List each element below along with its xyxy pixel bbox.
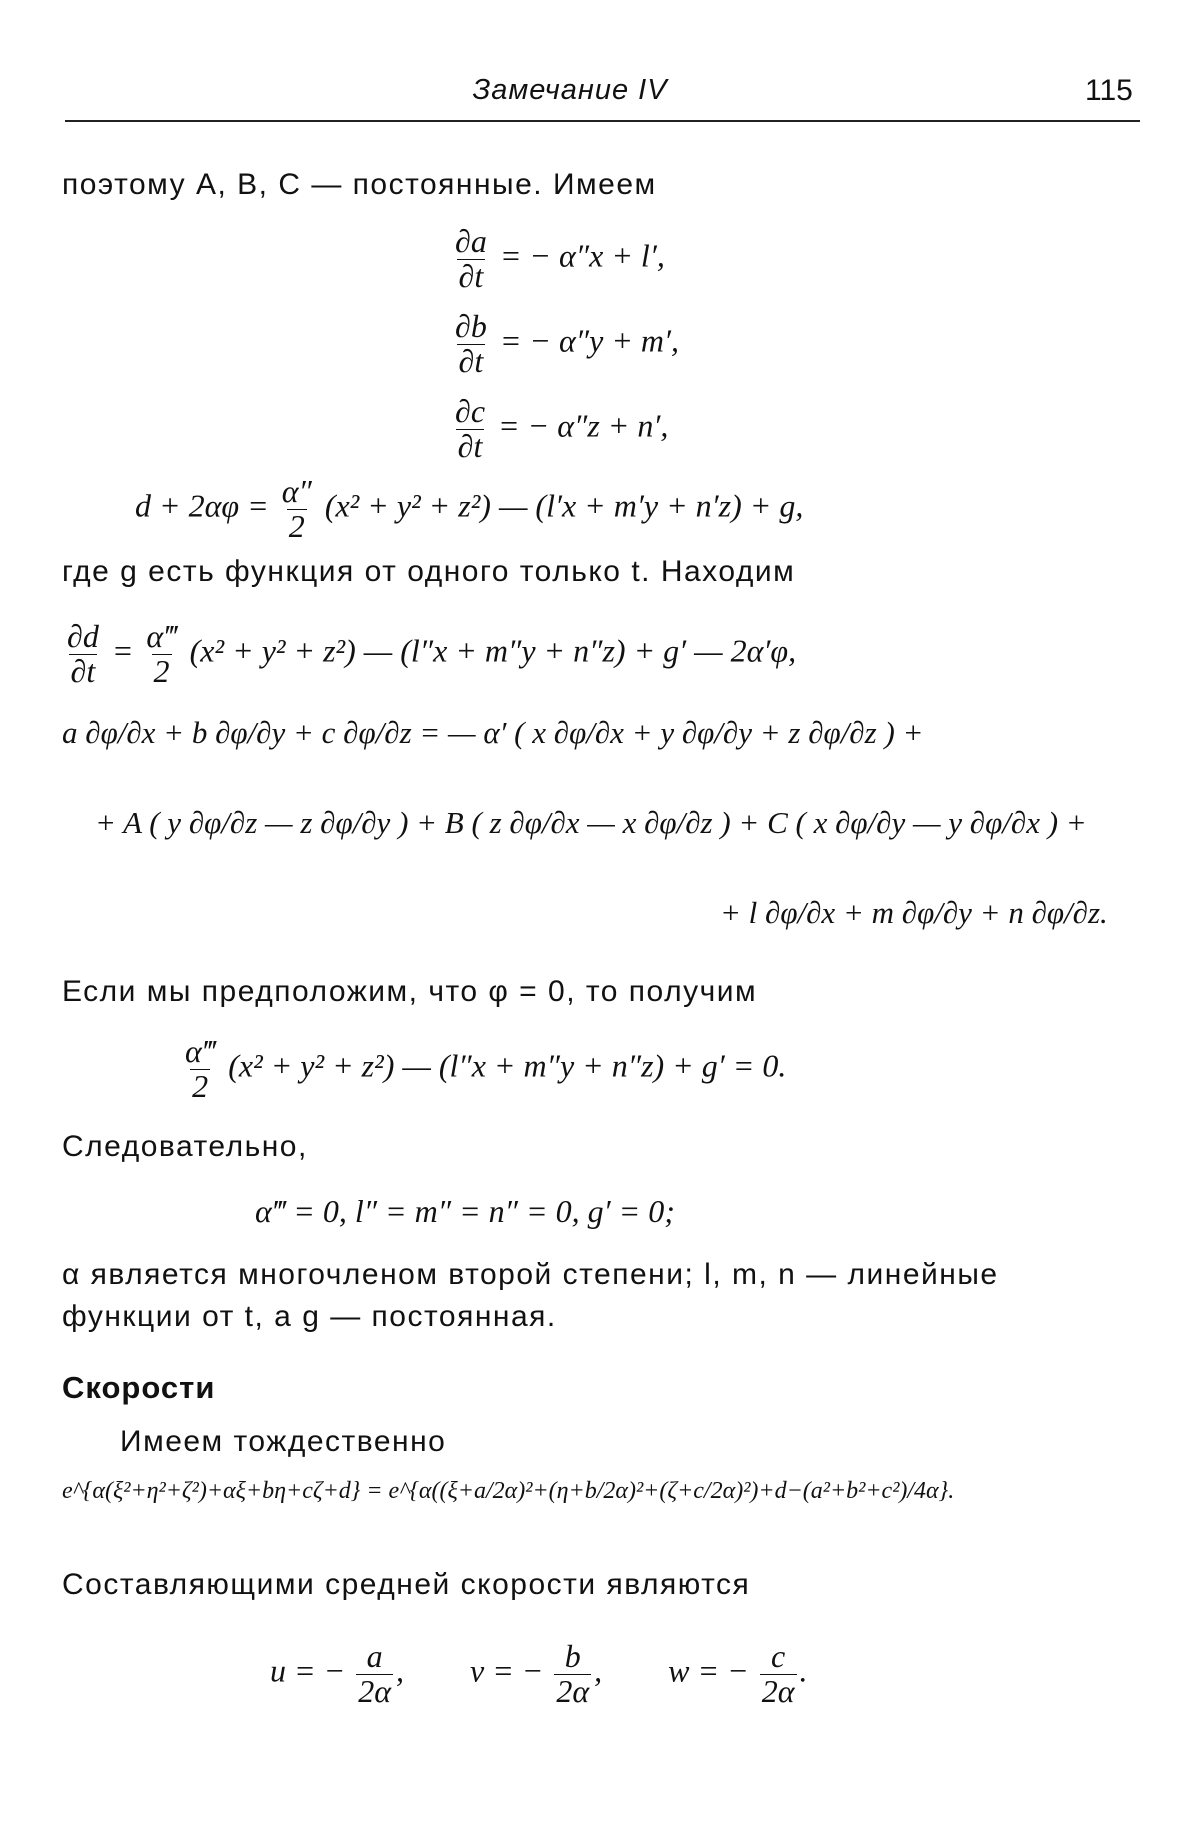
fraction-denominator: 2α: [556, 1672, 590, 1709]
velocity-v-lhs: v = −: [469, 1652, 544, 1689]
section-heading-velocities: Скорости: [62, 1370, 216, 1405]
fraction-denominator: 2: [192, 1067, 209, 1104]
fraction-denominator: 2: [288, 507, 305, 544]
paragraph-constants: поэтому A, B, C — постоянные. Имеем: [62, 168, 657, 201]
equation-rhs: = − α″x + l′,: [499, 237, 665, 274]
fraction-numerator: ∂d: [67, 618, 99, 654]
equation-dc-dt: [450, 395, 668, 463]
fraction-numerator: a: [366, 1638, 383, 1674]
fraction-denominator: ∂t: [457, 427, 483, 464]
equation-rhs: = − α″y + m′,: [499, 322, 680, 359]
equation-rhs: (x² + y² + z²) — (l″x + m″y + n″z) + g′ = 0.: [228, 1047, 787, 1084]
fraction-da-dt: [453, 225, 489, 293]
paragraph-therefore: Следовательно,: [62, 1130, 308, 1163]
equation-db-dt: [450, 310, 679, 378]
equation-da-dt: [450, 225, 665, 293]
paragraph-mean-velocity: Составляющими средней скорости являются: [62, 1568, 751, 1601]
equation-transport-line-1: a ∂φ/∂x + b ∂φ/∂y + c ∂φ/∂z = — α′ ( x ∂φ/∂x + y ∂φ/∂y + z ∂φ/∂z ) +: [62, 715, 924, 750]
fraction-numerator: ∂c: [455, 393, 486, 429]
equation-rhs: = − α″z + n′,: [498, 407, 669, 444]
fraction-denominator: ∂t: [458, 342, 484, 379]
paragraph-identity-intro: Имеем тождественно: [120, 1425, 447, 1458]
fraction-denominator: ∂t: [70, 652, 96, 689]
fraction-numerator: b: [564, 1638, 581, 1674]
fraction-numerator: c: [771, 1638, 786, 1674]
fraction-alpha3-over-2: [144, 620, 178, 688]
fraction-denominator: 2: [153, 652, 170, 689]
fraction-alpha-over-2: [280, 475, 314, 543]
fraction-numerator: α‴: [146, 618, 177, 654]
paragraph-phi-zero: Если мы предположим, что φ = 0, то получим: [62, 975, 758, 1008]
paragraph-polynomial-line-2: функции от t, а g — постоянная.: [62, 1300, 557, 1333]
paragraph-polynomial-line-1: α является многочленом второй степени; l, m, n — линейные: [62, 1258, 999, 1291]
fraction-numerator: α″: [281, 473, 312, 509]
paragraph-g-function: где g есть функция от одного только t. Находим: [62, 555, 796, 588]
page-number: 115: [1085, 74, 1133, 107]
fraction-b-over-2alpha: [554, 1640, 591, 1708]
equation-lhs: d + 2αφ =: [135, 487, 269, 524]
equation-exponential-identity: e^{α(ξ²+η²+ζ²)+αξ+bη+cζ+d} = e^{α((ξ+a/2α)²+(η+b/2α)²+(ζ+c/2α)²)+d−(a²+b²+c²)/4α}.: [62, 1478, 955, 1504]
fraction-numerator: α‴: [185, 1033, 216, 1069]
fraction-a-over-2alpha: [356, 1640, 393, 1708]
equation-rhs: (x² + y² + z²) — (l″x + m″y + n″z) + g′ — 2α′φ,: [189, 632, 797, 669]
fraction-alpha3-over-2: [183, 1035, 217, 1103]
equation-rhs: (x² + y² + z²) — (l′x + m′y + n′z) + g,: [324, 487, 804, 524]
fraction-numerator: ∂a: [455, 223, 487, 259]
fraction-db-dt: [453, 310, 489, 378]
fraction-denominator: ∂t: [458, 257, 484, 294]
running-header-title: Замечание IV: [472, 74, 668, 106]
equation-d-2alpha-phi: [135, 475, 803, 543]
fraction-dc-dt: [453, 395, 487, 463]
equation-transport-line-3: + l ∂φ/∂x + m ∂φ/∂y + n ∂φ/∂z.: [720, 895, 1108, 930]
fraction-denominator: 2α: [761, 1672, 795, 1709]
fraction-numerator: ∂b: [455, 308, 487, 344]
equation-phi-zero: [180, 1035, 786, 1103]
equation-conditions: α‴ = 0, l″ = m″ = n″ = 0, g′ = 0;: [255, 1193, 675, 1229]
velocity-w-lhs: w = −: [668, 1652, 749, 1689]
velocity-u-lhs: u = −: [270, 1652, 346, 1689]
header-rule: [65, 120, 1140, 122]
fraction-denominator: 2α: [358, 1672, 391, 1709]
equation-velocity-components: u = − $\frac{a}{2\alpha}$ , v = − $\frac{b}{2\alpha}$ , w = − $\frac{c}{2\alpha}$ .: [270, 1638, 808, 1709]
fraction-c-over-2alpha: [760, 1640, 797, 1708]
fraction-dd-dt: [65, 620, 101, 688]
equation-transport-line-2: + A ( y ∂φ/∂z — z ∂φ/∂y ) + B ( z ∂φ/∂x — x ∂φ/∂z ) + C ( x ∂φ/∂y — y ∂φ/∂x ) +: [95, 805, 1087, 840]
equation-dd-dt: $\frac{\partial d}{\partial t}$ = $\frac{\alpha‴}{2}$ (x² + y² + z²) — (l″x + m″y + n″z) + g′ — 2α′φ,: [67, 618, 797, 689]
